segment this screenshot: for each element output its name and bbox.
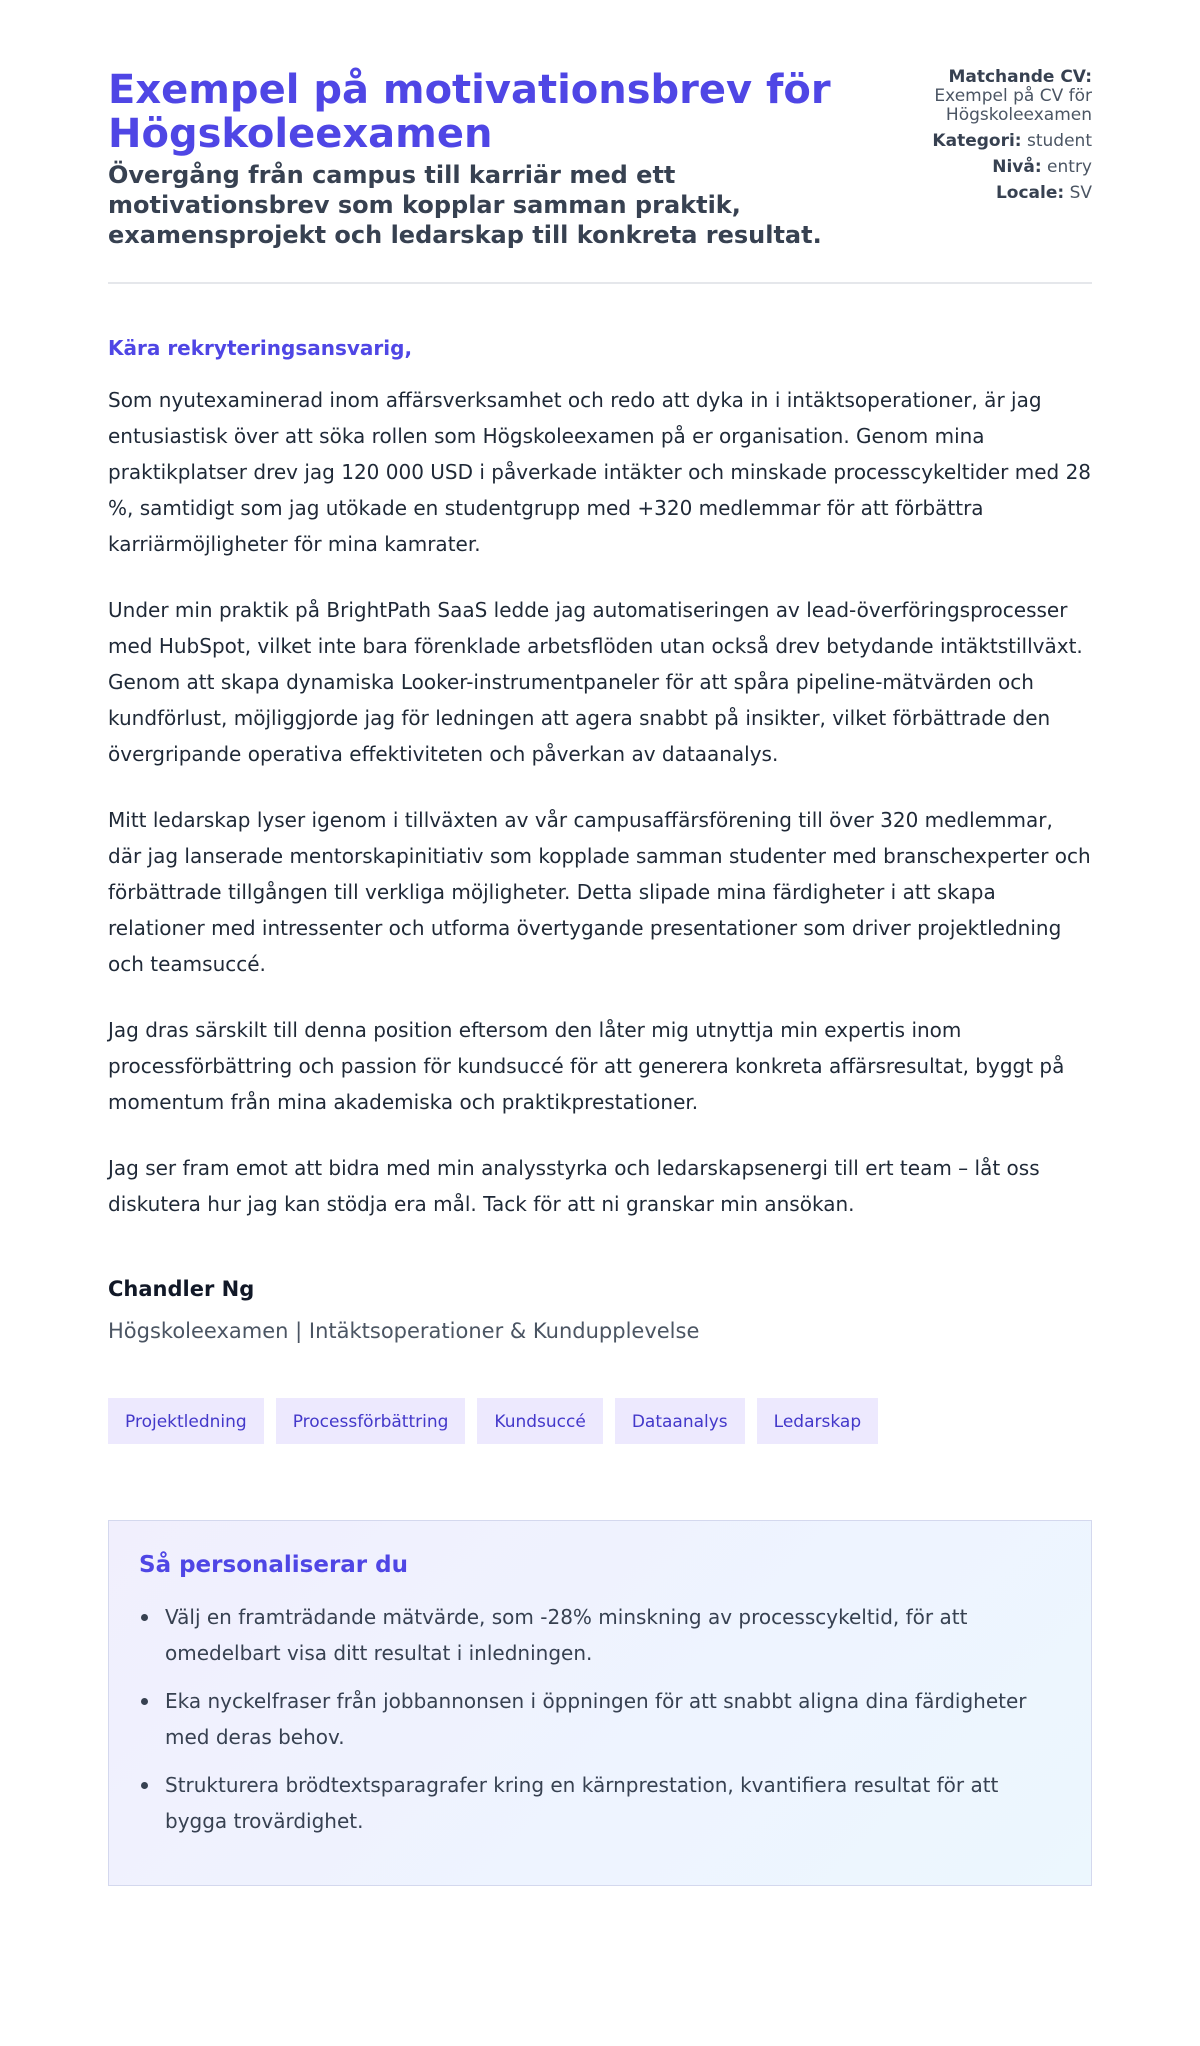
- page-header: [108, 68, 1092, 250]
- letter-greeting: Kära rekryteringsansvarig,: [108, 336, 413, 360]
- meta-locale-value: SV: [1069, 183, 1092, 203]
- page-title: Exempel på motivationsbrev för Högskoleexamen: [108, 67, 831, 157]
- header-divider: [108, 282, 1092, 284]
- tips-title: Så personaliserar du: [139, 1552, 408, 1578]
- signature-name: Chandler Ng: [108, 1277, 255, 1301]
- letter-paragraph: Mitt ledarskap lyser igenom i tillväxten av vår campusaffärsförening till över 320 medlemmar, där jag lanserade mentorskapinitiativ som kopplade samman studenter med branschexperter och förbättrade tillgången till verkliga möjligheter. Detta slipade mina färdigheter i att skapa relationer med intressenter och utforma övertygande presentationer som driver projektledning och teamsuccé.: [108, 808, 1091, 976]
- meta-category-value: student: [1027, 131, 1092, 151]
- meta-level-label: Nivå:: [992, 157, 1042, 177]
- skill-tag[interactable]: Ledarskap: [757, 1398, 878, 1444]
- meta-panel: [876, 68, 1092, 210]
- meta-locale: [876, 184, 1092, 203]
- tip-item: Välj en framträdande mätvärde, som -28% minskning av processcykeltid, för att omedelbart visa ditt resultat i inledningen.: [139, 1599, 1061, 1671]
- meta-cv: [876, 68, 1092, 125]
- meta-cv-label: Matchande CV:: [948, 67, 1092, 87]
- personalization-tips: [108, 1520, 1092, 1886]
- letter-paragraph: Som nyutexaminerad inom affärsverksamhet och redo att dyka in i intäktsoperationer, är jag entusiastisk över att söka rollen som Högskoleexamen på er organisation. Genom mina praktikplatser drev jag 120 000 USD i påverkade intäkter och minskade processcykeltider med 28 %, samtidigt som jag utökade en studentgrupp med +320 medlemmar för att förbättra karriärmöjligheter för mina kamrater.: [108, 388, 1092, 556]
- page-subtitle: Övergång från campus till karriär med ett motivationsbrev som kopplar samman praktik, examensprojekt och ledarskap till konkreta resultat.: [108, 161, 822, 249]
- letter-paragraph: Jag dras särskilt till denna position eftersom den låter mig utnyttja min expertis inom processförbättring och passion för kundsuccé för att generera konkreta affärsresultat, byggt på momentum från mina akademiska och praktikprestationer.: [108, 1018, 1065, 1114]
- meta-locale-label: Locale:: [995, 183, 1065, 203]
- meta-level-value: entry: [1047, 157, 1092, 177]
- meta-level: [876, 158, 1092, 177]
- meta-cv-value[interactable]: Exempel på CV för Högskoleexamen: [934, 86, 1092, 125]
- letter-body: [108, 382, 1092, 1222]
- tip-item: Eka nyckelfraser från jobbannonsen i öppningen för att snabbt aligna dina färdigheter med deras behov.: [139, 1683, 1061, 1755]
- signature-role: Högskoleexamen | Intäktsoperationer & Kundupplevelse: [108, 1319, 700, 1343]
- skill-tag[interactable]: Dataanalys: [615, 1398, 745, 1444]
- tip-item: Strukturera brödtextsparagrafer kring en kärnprestation, kvantifiera resultat för att bygga trovärdighet.: [139, 1767, 1061, 1839]
- skill-tag[interactable]: Kundsuccé: [477, 1398, 602, 1444]
- header-titles: [108, 68, 876, 250]
- meta-category-label: Kategori:: [932, 131, 1022, 151]
- skill-tag[interactable]: Processförbättring: [276, 1398, 466, 1444]
- meta-category: [876, 132, 1092, 151]
- skill-tags: [108, 1398, 1092, 1444]
- tips-list: [139, 1599, 1061, 1839]
- skill-tag[interactable]: Projektledning: [108, 1398, 264, 1444]
- letter-paragraph: Under min praktik på BrightPath SaaS ledde jag automatiseringen av lead-överföringsprocesser med HubSpot, vilket inte bara förenklade arbetsflöden utan också drev betydande intäktstillväxt. Genom att skapa dynamiska Looker-instrumentpaneler för att spåra pipeline-mätvärden och kundförlust, möjliggjorde jag för ledningen att agera snabbt på insikter, vilket förbättrade den övergripande operativa effektiviteten och påverkan av dataanalys.: [108, 598, 1083, 766]
- letter-paragraph: Jag ser fram emot att bidra med min analysstyrka och ledarskapsenergi till ert team – låt oss diskutera hur jag kan stödja era mål. Tack för att ni granskar min ansökan.: [108, 1156, 1040, 1216]
